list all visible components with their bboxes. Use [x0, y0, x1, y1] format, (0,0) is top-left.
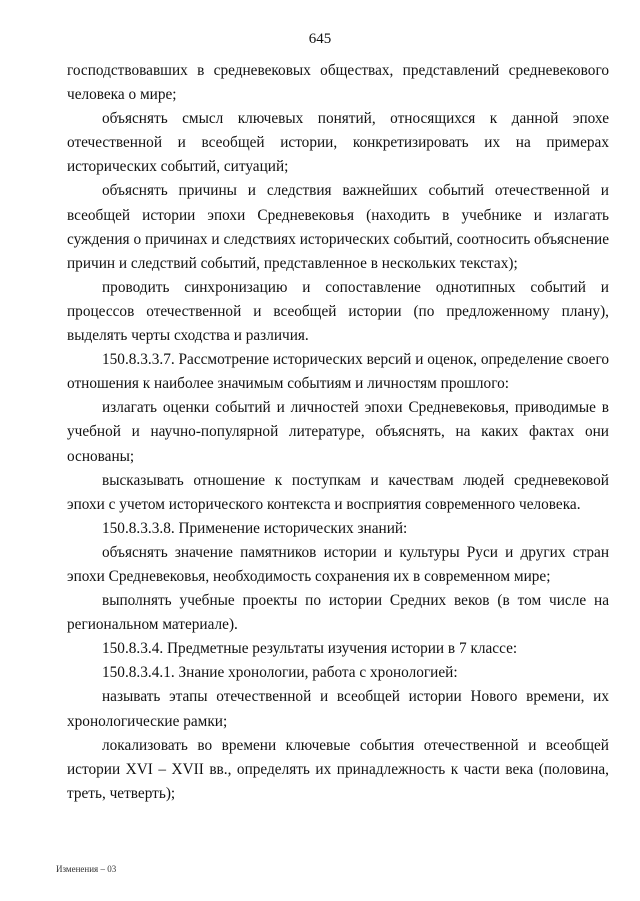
paragraph: 150.8.3.4.1. Знание хронологии, работа с хронологией: [102, 664, 458, 682]
paragraph: проводить синхронизацию и сопоставление однотипных событий и процессов отечественной и всеобщей истории (по предложенному плану), выделять черты сходства и различия. [67, 278, 609, 345]
footer-revision: Изменения – 03 [56, 864, 117, 874]
page-number: 645 [308, 31, 332, 47]
paragraph: объяснять смысл ключевых понятий, относящихся к данной эпохе отечественной и всеобщей истории, конкретизировать их на примерах исторических событий, ситуаций; [67, 110, 609, 176]
paragraph: 150.8.3.3.7. Рассмотрение исторических версий и оценок, определение своего отношения к наиболее значимым событиям и личностям прошлого: [67, 351, 609, 393]
paragraph: называть этапы отечественной и всеобщей истории Нового времени, их хронологические рамки; [67, 688, 609, 730]
paragraph: излагать оценки событий и личностей эпохи Средневековья, приводимые в учебной и научно-популярной литературе, объяснять, на каких фактах они основаны; [67, 399, 609, 465]
paragraph: локализовать во времени ключевые события отечественной и всеобщей истории XVI – XVII вв., определять их принадлежность к части века (половина, треть, четверть); [67, 736, 609, 802]
paragraph: господствовавших в средневековых обществах, представлений средневекового человека о мире; [67, 62, 609, 104]
paragraph: выполнять учебные проекты по истории Средних веков (в том числе на региональном материале). [67, 592, 609, 634]
body-text [67, 59, 609, 806]
paragraph: 150.8.3.4. Предметные результаты изучения истории в 7 классе: [102, 640, 518, 658]
paragraph: объяснять значение памятников истории и культуры Руси и других стран эпохи Средневековья, необходимость сохранения их в современном мире; [67, 543, 609, 585]
paragraph: высказывать отношение к поступкам и качествам людей средневековой эпохи с учетом исторического контекста и восприятия современного человека. [67, 471, 609, 513]
paragraph: объяснять причины и следствия важнейших событий отечественной и всеобщей истории эпохи Средневековья (находить в учебнике и излагать суждения о причинах и следствиях исторических событий, соотносить объяснение причин и следствий событий, представленное в нескольких текстах); [67, 182, 609, 272]
paragraph: 150.8.3.3.8. Применение исторических знаний: [102, 519, 408, 537]
